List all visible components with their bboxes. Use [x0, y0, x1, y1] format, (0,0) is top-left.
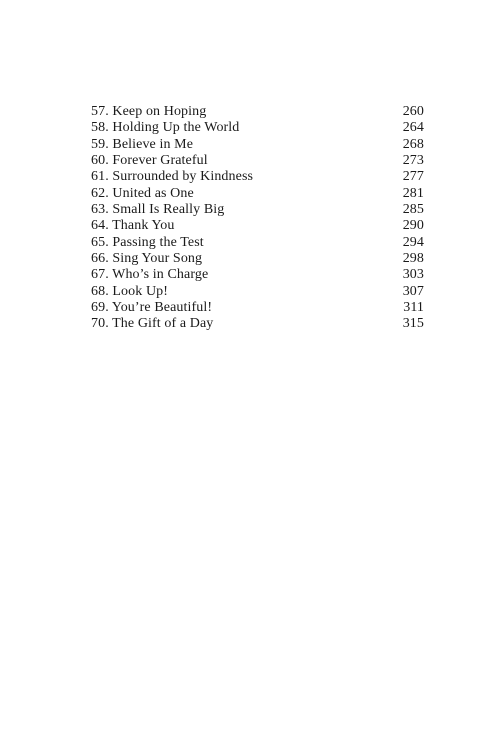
toc-entry-title: 64. Thank You — [91, 218, 175, 234]
toc-entry — [91, 120, 424, 136]
toc-entry — [91, 104, 424, 120]
toc-entry-title: 61. Surrounded by Kindness — [91, 169, 254, 185]
toc-entry-page: 273 — [402, 153, 424, 169]
toc-entry — [91, 186, 424, 202]
toc-entry — [91, 251, 424, 267]
toc-entry — [91, 137, 424, 153]
toc-entry-title: 62. United as One — [91, 185, 194, 201]
toc-entry-title: 70. The Gift of a Day — [91, 316, 214, 332]
toc-entry — [91, 235, 424, 251]
toc-entry-title: 59. Believe in Me — [91, 136, 194, 152]
toc-entry — [91, 300, 424, 316]
toc-entry — [91, 153, 424, 169]
table-of-contents — [91, 104, 424, 333]
toc-entry-page: 311 — [403, 300, 424, 316]
toc-entry-title: 58. Holding Up the World — [91, 120, 240, 136]
toc-entry-title: 67. Who’s in Charge — [91, 267, 209, 283]
toc-entry-title: 63. Small Is Really Big — [91, 202, 225, 218]
toc-entry-title: 65. Passing the Test — [91, 234, 204, 250]
toc-entry-page: 277 — [402, 169, 424, 185]
toc-entry — [91, 316, 424, 332]
toc-entry — [91, 202, 424, 218]
toc-entry — [91, 284, 424, 300]
toc-entry-page: 298 — [402, 251, 424, 267]
toc-entry-page: 307 — [402, 283, 424, 299]
toc-entry-title: 60. Forever Grateful — [91, 153, 208, 169]
toc-entry-title: 68. Look Up! — [91, 283, 169, 299]
toc-entry-page: 294 — [402, 234, 424, 250]
toc-entry-page: 303 — [402, 267, 424, 283]
toc-entry — [91, 267, 424, 283]
toc-entry-page: 268 — [402, 136, 424, 152]
toc-entry-page: 281 — [402, 185, 424, 201]
toc-entry-page: 264 — [402, 120, 424, 136]
toc-entry — [91, 218, 424, 234]
toc-entry-page: 315 — [402, 316, 424, 332]
toc-entry-title: 69. You’re Beautiful! — [91, 300, 213, 316]
toc-entry-page: 285 — [402, 202, 424, 218]
toc-entry — [91, 169, 424, 185]
toc-entry-page: 290 — [402, 218, 424, 234]
toc-entry-title: 66. Sing Your Song — [91, 251, 203, 267]
toc-entry-page: 260 — [402, 104, 424, 119]
toc-entry-title: 57. Keep on Hoping — [91, 104, 207, 119]
